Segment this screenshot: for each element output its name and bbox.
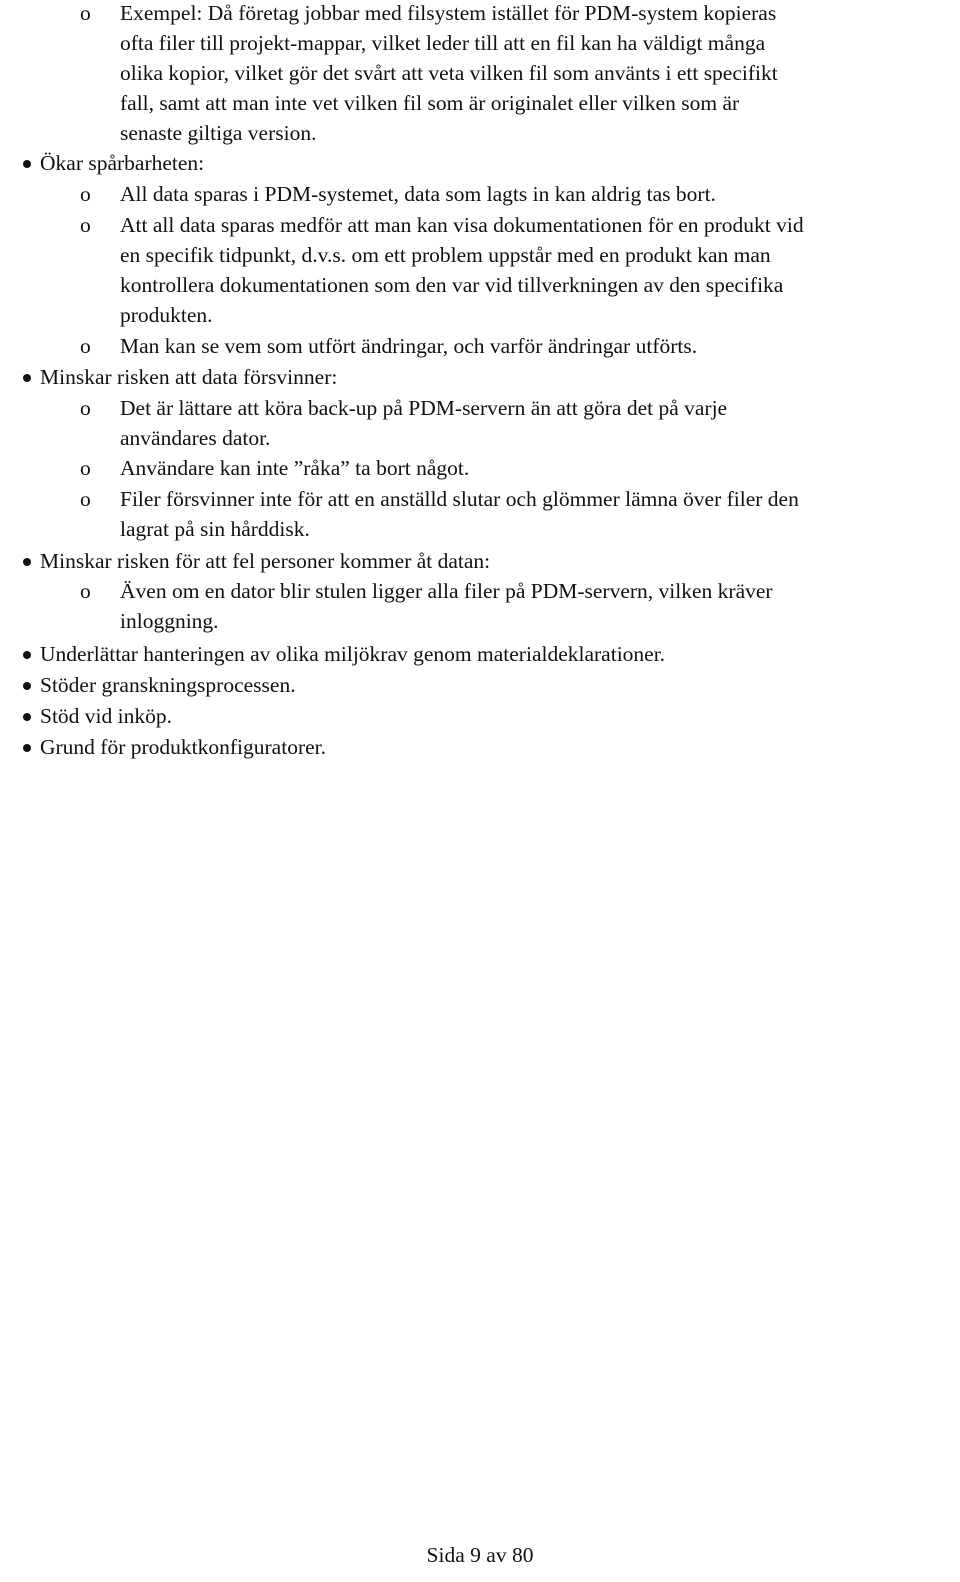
bullet-configurators: Grund för produktkonfiguratorer.	[40, 735, 326, 759]
data-loss-sub-3-line-1: Filer försvinner inte för att en anställd slutar och glömmer lämna över filer den	[120, 487, 799, 511]
data-loss-sub-2: Användare kan inte ”råka” ta bort något.	[120, 456, 470, 480]
traceability-sub-2-line-2: en specifik tidpunkt, d.v.s. om ett problem uppstår med en produkt kan man	[120, 243, 771, 267]
bullet-traceability: Ökar spårbarheten:	[40, 151, 205, 175]
traceability-sub-2-line-4: produkten.	[120, 303, 213, 327]
bullet-dot	[23, 374, 31, 382]
data-loss-sub-1-line-2: användares dator.	[120, 426, 271, 450]
bullet-review: Stöder granskningsprocessen.	[40, 673, 296, 697]
bullet-dot	[23, 682, 31, 690]
sub-bullet-marker: o	[80, 396, 91, 420]
example-line-5: senaste giltiga version.	[120, 121, 317, 145]
sub-bullet-marker: o	[80, 182, 91, 206]
example-line-2: ofta filer till projekt-mappar, vilket leder till att en fil kan ha väldigt många	[120, 31, 766, 55]
sub-bullet-marker: o	[80, 487, 91, 511]
page-number: Sida 9 av 80	[426, 1543, 534, 1567]
traceability-sub-2-line-1: Att all data sparas medför att man kan visa dokumentationen för en produkt vid	[120, 213, 804, 237]
bullet-dot	[23, 651, 31, 659]
traceability-sub-2-line-3: kontrollera dokumentationen som den var vid tillverkningen av den specifika	[120, 273, 784, 297]
sub-bullet-marker: o	[80, 334, 91, 358]
bullet-data-loss: Minskar risken att data försvinner:	[40, 365, 338, 389]
data-loss-sub-3-line-2: lagrat på sin hårddisk.	[120, 517, 310, 541]
sub-bullet-marker: o	[80, 1, 91, 25]
bullet-purchasing: Stöd vid inköp.	[40, 704, 173, 728]
bullet-dot	[23, 744, 31, 752]
sub-bullet-marker: o	[80, 213, 91, 237]
bullet-access-risk: Minskar risken för att fel personer kommer åt datan:	[40, 549, 491, 573]
bullet-dot	[23, 713, 31, 721]
sub-bullet-marker: o	[80, 579, 91, 603]
traceability-sub-3: Man kan se vem som utfört ändringar, och varför ändringar utförts.	[120, 334, 698, 358]
bullet-environment: Underlättar hanteringen av olika miljökrav genom materialdeklarationer.	[40, 642, 666, 666]
data-loss-sub-1-line-1: Det är lättare att köra back-up på PDM-servern än att göra det på varje	[120, 396, 728, 420]
example-line-3: olika kopior, vilket gör det svårt att veta vilken fil som använts i ett specifikt	[120, 61, 778, 85]
sub-bullet-marker: o	[80, 456, 91, 480]
example-line-1: Exempel: Då företag jobbar med filsystem istället för PDM-system kopieras	[120, 1, 777, 25]
bullet-dot	[23, 160, 31, 168]
example-line-4: fall, samt att man inte vet vilken fil som är originalet eller vilken som är	[120, 91, 740, 115]
access-risk-sub-1-line-2: inloggning.	[120, 609, 219, 633]
access-risk-sub-1-line-1: Även om en dator blir stulen ligger alla filer på PDM-servern, vilken kräver	[120, 579, 773, 603]
traceability-sub-1: All data sparas i PDM-systemet, data som lagts in kan aldrig tas bort.	[120, 182, 716, 206]
bullet-dot	[23, 558, 31, 566]
